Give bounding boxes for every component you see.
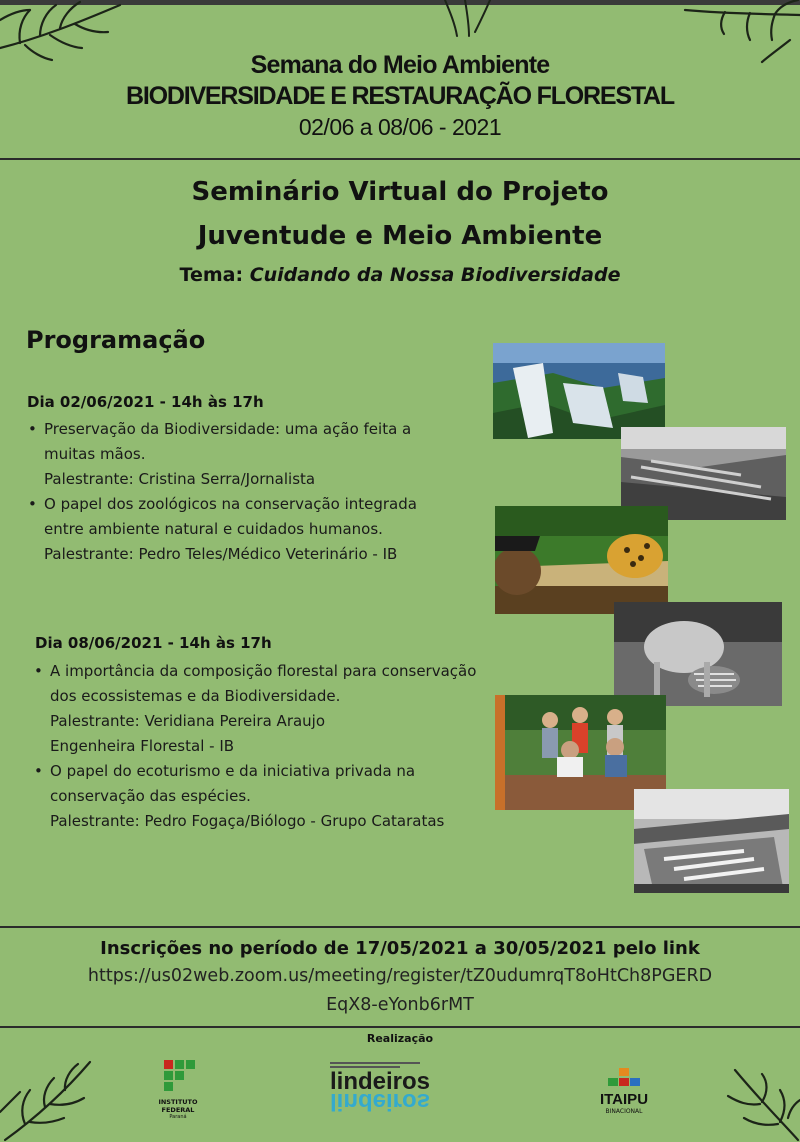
photo-dam bbox=[634, 789, 789, 893]
day1-item1-speaker: Palestrante: Cristina Serra/Jornalista bbox=[44, 470, 316, 488]
ifpr-mark-icon bbox=[158, 1060, 198, 1094]
day2-item2-speaker: Palestrante: Pedro Fogaça/Biólogo - Grupo Cataratas bbox=[50, 812, 445, 830]
registration-link-line1[interactable]: https://us02web.zoom.us/meeting/register/tZ0udumrqT8oHtCh8PGERD bbox=[87, 966, 713, 986]
day1-list bbox=[26, 417, 417, 567]
leaf-bottom-right-icon bbox=[700, 1060, 800, 1142]
lindeiros-wordmark: lindeiros bbox=[330, 1068, 431, 1095]
day2-list bbox=[32, 659, 476, 834]
day1-item2-speaker: Palestrante: Pedro Teles/Médico Veterinário - IB bbox=[44, 545, 398, 563]
theme-label: Tema: bbox=[179, 264, 244, 286]
theme-value: Cuidando da Nossa Biodiversidade bbox=[249, 264, 621, 286]
seminar-title-line1: Seminário Virtual do Projeto bbox=[191, 177, 609, 207]
ifpr-logo bbox=[148, 1060, 208, 1130]
programacao-heading: Programação bbox=[26, 326, 206, 354]
event-title: Semana do Meio Ambiente bbox=[250, 51, 550, 79]
day2-item1-role: Engenheira Florestal - IB bbox=[50, 737, 235, 755]
day1-item2-line1: O papel dos zoológicos na conservação integrada bbox=[44, 495, 417, 513]
day1-item1 bbox=[26, 417, 417, 442]
itaipu-mark-icon bbox=[606, 1068, 642, 1088]
photo-waterfalls bbox=[493, 343, 665, 439]
registration-block bbox=[0, 936, 800, 1020]
day1-item1-line1: Preservação da Biodiversidade: uma ação feita a bbox=[44, 420, 412, 438]
leaf-top-center-icon bbox=[435, 0, 505, 40]
ifpr-line1: INSTITUTO bbox=[158, 1098, 198, 1106]
day2-item1 bbox=[32, 659, 476, 684]
day2-item2-line2: conservação das espécies. bbox=[50, 787, 251, 805]
registration-text: Inscrições no período de 17/05/2021 a 30/05/2021 pelo link bbox=[100, 938, 700, 959]
day2-item2 bbox=[32, 759, 476, 784]
day1-title: Dia 02/06/2021 - 14h às 17h bbox=[27, 393, 264, 411]
event-header bbox=[0, 50, 800, 142]
lindeiros-logo bbox=[330, 1062, 470, 1122]
day1-item2-line2: entre ambiente natural e cuidados humanos. bbox=[44, 520, 383, 538]
event-dates: 02/06 a 08/06 - 2021 bbox=[298, 114, 502, 140]
seminar-title-line2: Juventude e Meio Ambiente bbox=[197, 221, 603, 251]
day2-item1-line1: A importância da composição florestal para conservação bbox=[50, 662, 477, 680]
itaipu-logo bbox=[588, 1068, 660, 1128]
photo-tapir bbox=[614, 602, 782, 706]
lindeiros-topline bbox=[330, 1062, 420, 1064]
registration-link-line2[interactable]: EqX8-eYonb6rMT bbox=[326, 995, 474, 1015]
leaf-bottom-left-icon bbox=[0, 1052, 110, 1142]
photo-jaguar bbox=[495, 506, 668, 614]
day2-item1-line2: dos ecossistemas e da Biodiversidade. bbox=[50, 687, 341, 705]
lindeiros-reflection: lindeiros bbox=[330, 1088, 431, 1115]
seminar-theme bbox=[0, 260, 800, 290]
ifpr-line3: Paraná bbox=[169, 1114, 187, 1120]
event-subtitle: BIODIVERSIDADE E RESTAURAÇÃO FLORESTAL bbox=[126, 82, 674, 110]
realizacao-label: Realização bbox=[366, 1032, 434, 1045]
divider-bottom bbox=[0, 926, 800, 928]
divider-top bbox=[0, 158, 800, 160]
day2-item1-speaker: Palestrante: Veridiana Pereira Araujo bbox=[50, 712, 326, 730]
seminar-block bbox=[0, 170, 800, 290]
day1-item2 bbox=[26, 492, 417, 517]
divider-footer bbox=[0, 1026, 800, 1028]
ifpr-line2: FEDERAL bbox=[161, 1106, 195, 1114]
itaipu-subtitle: BINACIONAL bbox=[605, 1108, 643, 1115]
day2-item2-line1: O papel do ecoturismo e da iniciativa privada na bbox=[50, 762, 416, 780]
day1-item1-line2: muitas mãos. bbox=[44, 445, 146, 463]
itaipu-wordmark: ITAIPU bbox=[599, 1091, 649, 1108]
day2-title: Dia 08/06/2021 - 14h às 17h bbox=[35, 634, 272, 652]
